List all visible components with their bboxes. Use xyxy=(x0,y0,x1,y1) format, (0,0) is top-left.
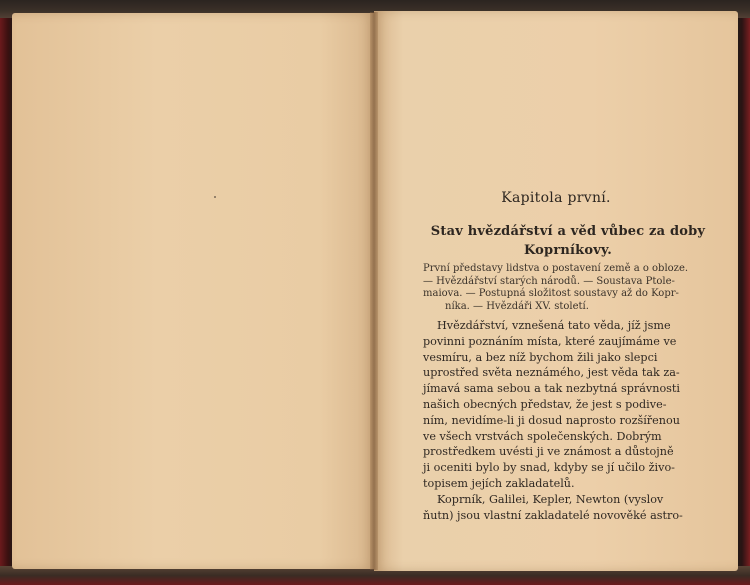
summary-line: maiova. — Postupná složitost soustavy až do Kopr- xyxy=(423,288,679,299)
body-text xyxy=(423,318,713,523)
chapter-summary xyxy=(423,263,713,313)
left-page xyxy=(12,13,374,569)
body-line: povinni poznáním místa, které zaujímáme ve xyxy=(423,334,677,348)
body-line: jímavá sama sebou a tak nezbytná správnosti xyxy=(423,382,680,396)
body-line: ňutn) jsou vlastní zakladatelé novověké astro- xyxy=(423,508,683,522)
section-heading-line-2: Koprníkovy. xyxy=(523,243,613,258)
section-heading xyxy=(420,222,716,260)
summary-line: První představy lidstva o postavení země a o obloze. xyxy=(423,263,689,274)
book-gutter xyxy=(370,12,378,570)
body-line: našich obecných představ, že jest s podive- xyxy=(423,397,667,411)
body-line: uprostřed světa neznámého, jest věda tak za- xyxy=(423,366,680,380)
body-line: vesmíru, a bez níž bychom žili jako slepci xyxy=(423,350,658,364)
summary-line: — Hvězdářství starých národů. — Soustava Ptole- xyxy=(423,275,675,287)
summary-line: níka. — Hvězdáři XV. století. xyxy=(445,300,589,312)
page-speck xyxy=(214,196,216,198)
body-line: Hvězdářství, vznešená tato věda, jíž jsme xyxy=(437,319,671,332)
section-heading-line-1: Stav hvězdářství a věd vůbec za doby xyxy=(430,224,706,239)
body-line: ním, nevidíme-li ji dosud naprosto rozšířenou xyxy=(423,413,680,427)
chapter-title: Kapitola první. xyxy=(501,190,611,206)
body-line: Koprník, Galilei, Kepler, Newton (vyslov xyxy=(437,492,664,506)
body-line: ve všech vrstvách společenských. Dobrým xyxy=(423,429,662,443)
body-line: topisem jejích zakladatelů. xyxy=(423,476,575,490)
body-line: ji oceniti bylo by snad, kdyby se jí učilo živo- xyxy=(423,461,675,475)
body-line: prostředkem uvésti ji ve známost a důstojně xyxy=(423,445,674,459)
